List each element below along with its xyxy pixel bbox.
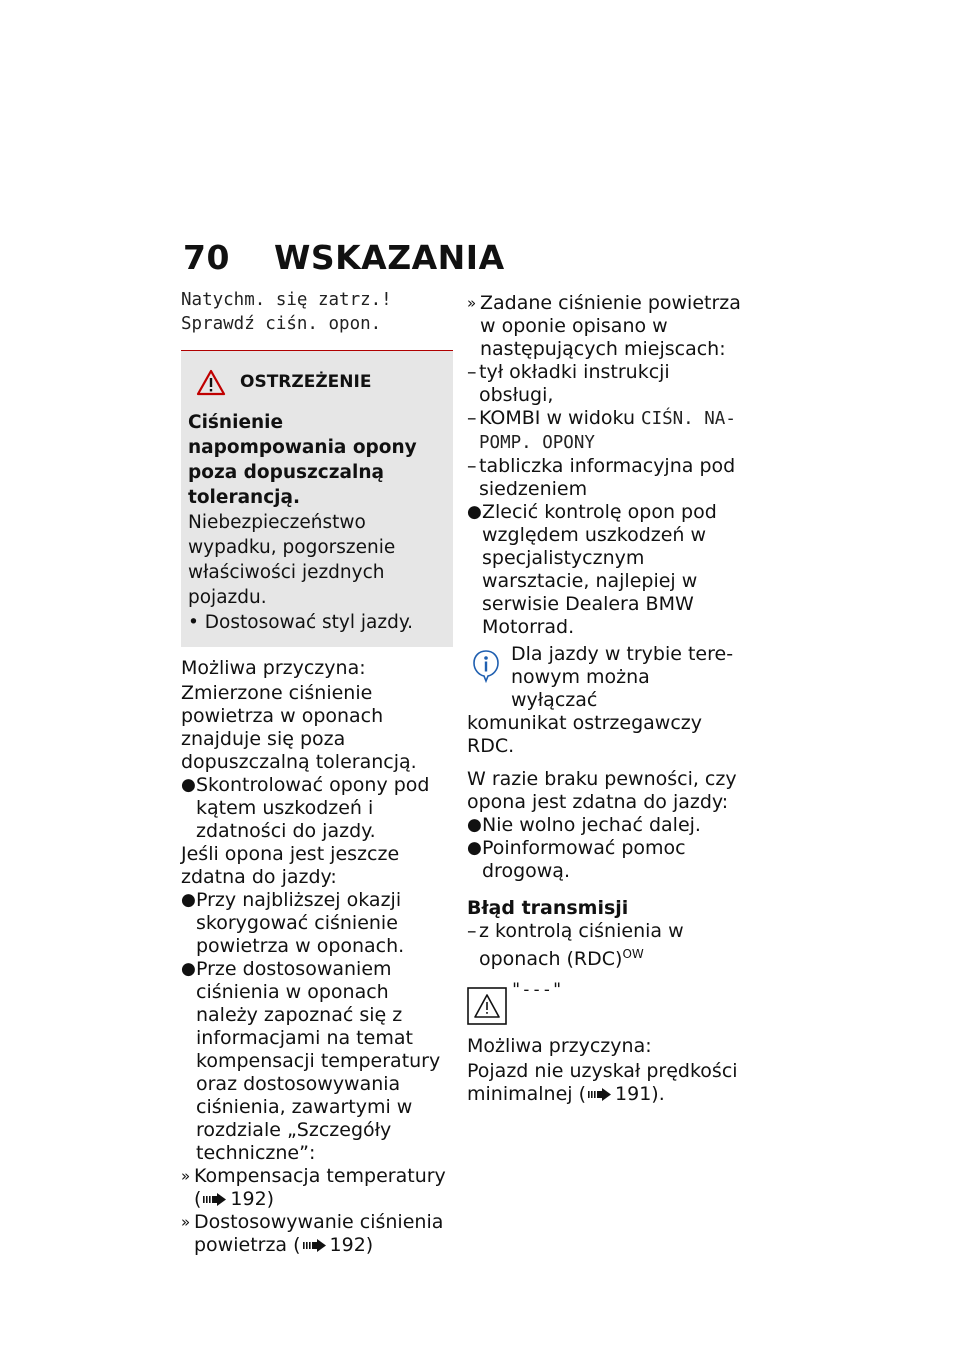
bullet-text: Przy najbliższej okazji skorygować ciśnienie powietrza w oponach. xyxy=(196,889,405,957)
bullet-text: Zlecić kontrolę opon pod względem uszkodzeń w specjalistycznym warsztacie, najlepiej w serwisie Dealera BMW Motorrad. xyxy=(482,501,717,638)
page-arrow-icon xyxy=(303,1239,327,1252)
list-item xyxy=(467,814,742,837)
display-view-name: CIŚN. NA-POMP. OPONY xyxy=(479,409,736,453)
page-number: 70 xyxy=(183,238,230,277)
bullet-text: Nie wolno jechać dalej. xyxy=(482,814,701,836)
bullet-icon: ● xyxy=(181,775,196,795)
bullet-text: Prze dostosowaniem ciśnienia w oponach należy zapoznać się z informacjami na temat kompensacji temperatury oraz dostosowywania ciśnienia, zawartymi w rozdziale „Szczegóły techniczne”: xyxy=(196,958,441,1164)
dash-text: z kontrolą ciśnienia w oponach (RDC) xyxy=(479,920,684,970)
warning-text: Niebezpieczeństwo wypadku, pogorszenie właściwości jezdnych pojazdu. xyxy=(188,512,396,608)
info-note xyxy=(467,643,742,758)
double-chevron-icon: » xyxy=(181,1213,191,1231)
page-arrow-icon xyxy=(203,1193,227,1206)
page-arrow-icon xyxy=(588,1088,612,1101)
dash-marker: – xyxy=(467,455,477,477)
warning-box xyxy=(181,351,453,647)
dash-marker: – xyxy=(467,361,477,383)
left-column xyxy=(181,288,453,1257)
arrow-text: Zadane ciśnienie powietrza w oponie opisano w następujących miejscach: xyxy=(480,292,741,360)
reference-item[interactable] xyxy=(181,1165,453,1211)
info-line-2: nowym można wyłączać xyxy=(511,666,650,711)
dash-text: tył okładki instrukcji obsługi, xyxy=(479,361,670,406)
cause-text: Zmierzone ciśnienie powietrza w oponach znajduje się poza dopuszczalną tolerancją. xyxy=(181,682,417,773)
reference-text: Dostosowywanie ciśnienia powietrza ( xyxy=(194,1211,444,1256)
bullet-icon: ● xyxy=(467,838,482,858)
info-icon xyxy=(471,649,501,683)
warning-label: OSTRZEŻENIE xyxy=(240,372,372,392)
list-item xyxy=(467,407,742,455)
reference-page: 191). xyxy=(615,1083,665,1105)
cause-label: Możliwa przyczyna: xyxy=(181,657,366,679)
display-line-2: Sprawdź ciśn. opon. xyxy=(181,314,382,334)
condition-text: Jeśli opona jest jeszcze zdatna do jazdy: xyxy=(181,843,400,888)
dash-text: KOMBI w widoku xyxy=(479,407,642,429)
right-column xyxy=(467,292,742,1106)
reference-text: Kompensacja temperatury ( xyxy=(194,1165,446,1210)
warning-action: • Dostosować styl jazdy. xyxy=(188,612,414,633)
cause-body: Pojazd nie uzyskał prędkości minimalnej ( xyxy=(467,1060,738,1105)
reference-page: 192) xyxy=(230,1188,275,1210)
page-header xyxy=(183,238,505,277)
list-item xyxy=(181,958,453,1165)
double-chevron-icon: » xyxy=(467,294,477,312)
dash-marker: – xyxy=(467,920,477,942)
dash-text: tabliczka informacyjna pod siedzeniem xyxy=(479,455,736,500)
info-line-1: Dla jazdy w trybie tere- xyxy=(511,643,734,665)
warning-triangle-icon xyxy=(196,369,226,396)
warning-heading xyxy=(196,369,445,396)
list-item xyxy=(467,920,742,971)
section-title: WSKAZANIA xyxy=(273,238,505,277)
display-dashes: "---" xyxy=(511,980,563,1000)
cause-text[interactable] xyxy=(467,1060,742,1106)
warning-triangle-icon xyxy=(467,987,507,1025)
display-message xyxy=(181,288,453,336)
bullet-icon: ● xyxy=(467,815,482,835)
bullet-icon: ● xyxy=(181,959,196,979)
warning-bold-text: Ciśnienie napompowania opony poza dopuszczalną tolerancją. xyxy=(188,412,417,508)
uncertain-text: W razie braku pewności, czy opona jest zdatna do jazdy: xyxy=(467,768,737,813)
cause-label: Możliwa przyczyna: xyxy=(467,1035,652,1057)
list-item xyxy=(467,837,742,883)
list-item xyxy=(467,501,742,639)
dash-marker: – xyxy=(467,407,477,429)
list-item xyxy=(181,889,453,958)
superscript: OW xyxy=(622,947,644,961)
bullet-text: Skontrolować opony pod kątem uszkodzeń i zdatności do jazdy. xyxy=(196,774,430,842)
symbol-row xyxy=(467,981,742,1025)
reference-item xyxy=(467,292,742,361)
bullet-text: Poinformować pomoc drogową. xyxy=(482,837,686,882)
display-line-1: Natychm. się zatrz.! xyxy=(181,290,392,310)
list-item xyxy=(181,774,453,843)
list-item xyxy=(467,455,742,501)
info-line-3: komunikat ostrzegawczy RDC. xyxy=(467,712,702,757)
double-chevron-icon: » xyxy=(181,1167,191,1185)
subsection-title: Błąd transmisji xyxy=(467,897,629,919)
reference-item[interactable] xyxy=(181,1211,453,1257)
list-item xyxy=(467,361,742,407)
reference-page: 192) xyxy=(329,1234,374,1256)
bullet-icon: ● xyxy=(181,890,196,910)
bullet-icon: ● xyxy=(467,502,482,522)
